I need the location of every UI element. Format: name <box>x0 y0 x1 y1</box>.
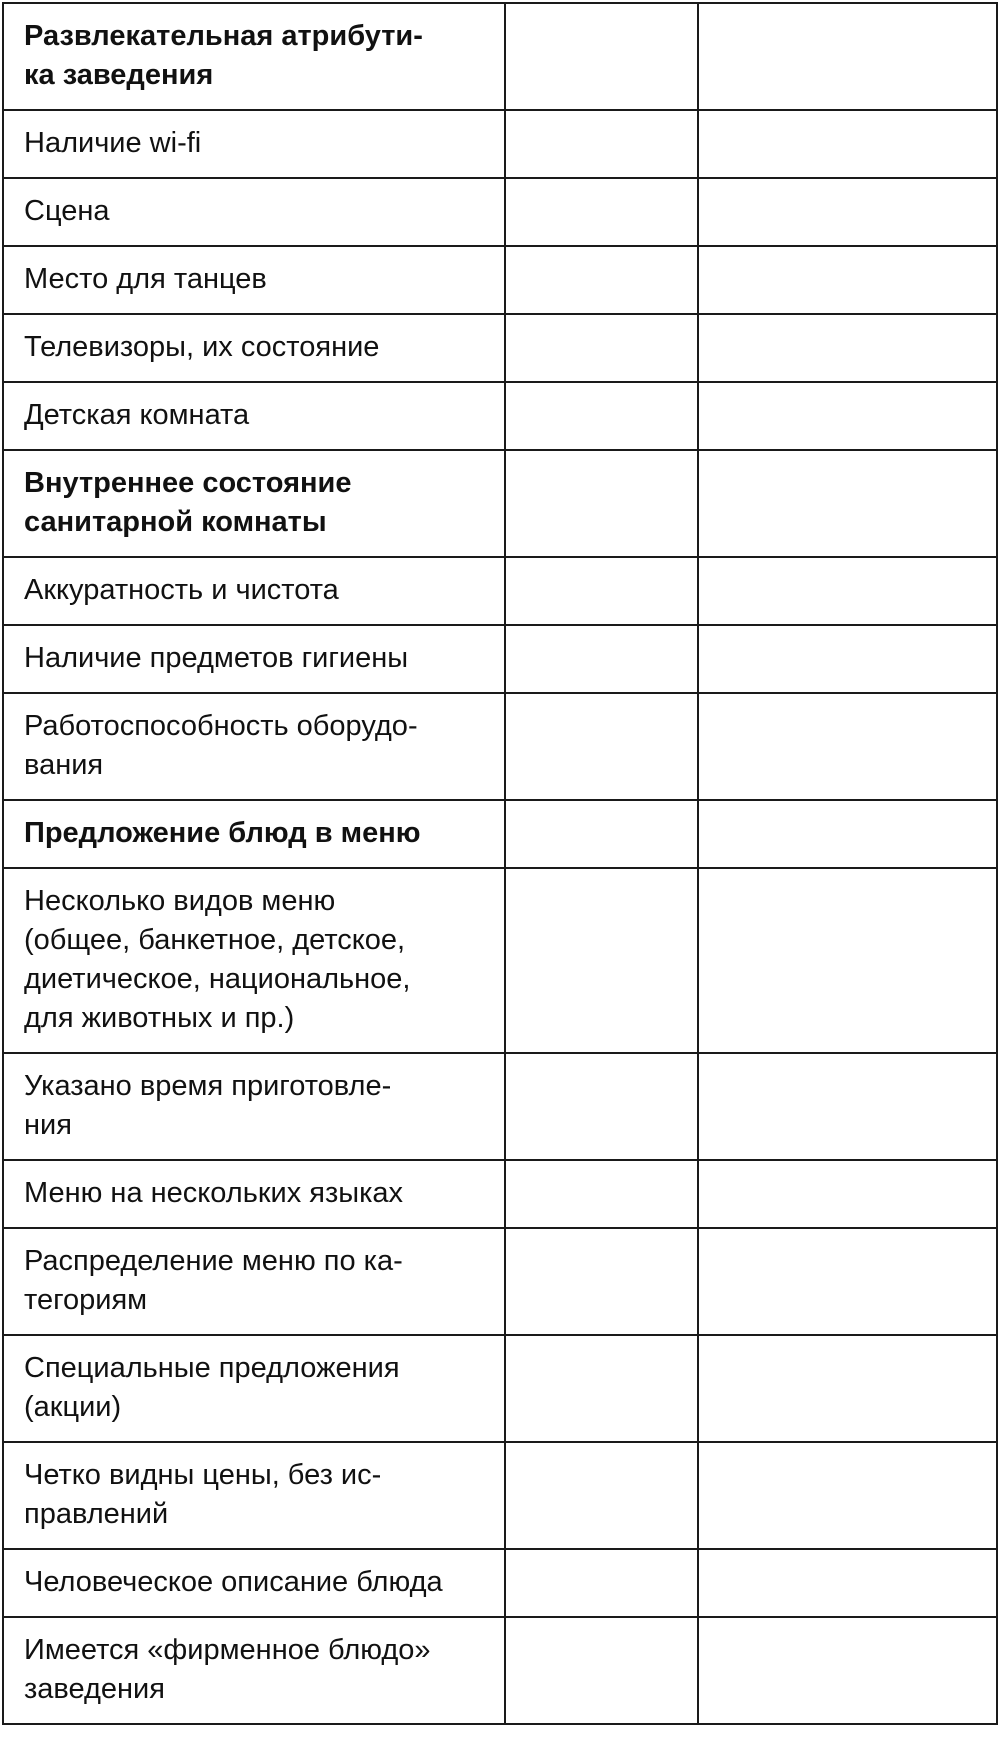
criterion-cell <box>3 246 505 314</box>
table-row <box>3 382 997 450</box>
blank-cell-column-3[interactable] <box>698 1617 997 1724</box>
blank-cell-column-2[interactable] <box>505 3 698 110</box>
criterion-cell <box>3 868 505 1053</box>
criterion-cell <box>3 3 505 110</box>
table-row <box>3 1442 997 1549</box>
criterion-cell <box>3 1549 505 1617</box>
table-row <box>3 625 997 693</box>
blank-cell-column-2[interactable] <box>505 1549 698 1617</box>
blank-cell-column-3[interactable] <box>698 1335 997 1442</box>
criterion-cell <box>3 1335 505 1442</box>
criterion-label: Телевизоры, их состояние <box>24 331 380 363</box>
criterion-cell <box>3 1617 505 1724</box>
checklist-table-body <box>3 3 997 1724</box>
blank-cell-column-2[interactable] <box>505 557 698 625</box>
blank-cell-column-2[interactable] <box>505 178 698 246</box>
criterion-label: Имеется «фирменное блюдо» заведения <box>24 1634 431 1705</box>
blank-cell-column-3[interactable] <box>698 868 997 1053</box>
criterion-label: Работоспособность оборудо- вания <box>24 710 418 781</box>
criterion-label: Наличие wi-fi <box>24 127 202 159</box>
blank-cell-column-3[interactable] <box>698 800 997 868</box>
criterion-cell <box>3 1160 505 1228</box>
blank-cell-column-3[interactable] <box>698 1160 997 1228</box>
blank-cell-column-2[interactable] <box>505 314 698 382</box>
blank-cell-column-3[interactable] <box>698 1228 997 1335</box>
criterion-label: Специальные предложения (акции) <box>24 1352 400 1423</box>
blank-cell-column-3[interactable] <box>698 450 997 557</box>
criterion-cell <box>3 382 505 450</box>
criterion-label: Меню на нескольких языках <box>24 1177 404 1209</box>
blank-cell-column-2[interactable] <box>505 1160 698 1228</box>
section-title: Развлекательная атрибути- ка заведения <box>24 20 423 91</box>
criterion-label: Детская комната <box>24 399 250 431</box>
blank-cell-column-2[interactable] <box>505 693 698 800</box>
criterion-cell <box>3 693 505 800</box>
table-row <box>3 557 997 625</box>
table-row <box>3 1549 997 1617</box>
criterion-label: Человеческое описание блюда <box>24 1566 443 1598</box>
criterion-cell <box>3 1228 505 1335</box>
blank-cell-column-3[interactable] <box>698 1442 997 1549</box>
blank-cell-column-2[interactable] <box>505 110 698 178</box>
blank-cell-column-3[interactable] <box>698 110 997 178</box>
blank-cell-column-3[interactable] <box>698 178 997 246</box>
blank-cell-column-2[interactable] <box>505 1335 698 1442</box>
table-row <box>3 178 997 246</box>
blank-cell-column-3[interactable] <box>698 314 997 382</box>
table-row <box>3 868 997 1053</box>
blank-cell-column-3[interactable] <box>698 382 997 450</box>
blank-cell-column-3[interactable] <box>698 1053 997 1160</box>
section-title: Внутреннее состояние санитарной комнаты <box>24 467 352 538</box>
blank-cell-column-2[interactable] <box>505 1053 698 1160</box>
table-row <box>3 1617 997 1724</box>
blank-cell-column-3[interactable] <box>698 625 997 693</box>
criterion-label: Четко видны цены, без ис- правлений <box>24 1459 382 1530</box>
section-header-row <box>3 3 997 110</box>
blank-cell-column-3[interactable] <box>698 557 997 625</box>
blank-cell-column-3[interactable] <box>698 3 997 110</box>
criterion-cell <box>3 314 505 382</box>
criterion-cell <box>3 1442 505 1549</box>
table-row <box>3 1053 997 1160</box>
table-row <box>3 1160 997 1228</box>
table-row <box>3 314 997 382</box>
table-row <box>3 1335 997 1442</box>
criterion-label: Несколько видов меню (общее, банкетное, детское, диетическое, национальное, для животных и пр.) <box>24 885 411 1034</box>
criterion-cell <box>3 1053 505 1160</box>
criterion-cell <box>3 450 505 557</box>
blank-cell-column-2[interactable] <box>505 382 698 450</box>
blank-cell-column-3[interactable] <box>698 1549 997 1617</box>
criterion-cell <box>3 625 505 693</box>
criterion-label: Сцена <box>24 195 110 227</box>
criterion-cell <box>3 178 505 246</box>
blank-cell-column-2[interactable] <box>505 800 698 868</box>
blank-cell-column-2[interactable] <box>505 1617 698 1724</box>
table-row <box>3 110 997 178</box>
checklist-table <box>2 2 998 1725</box>
criterion-label: Указано время приготовле- ния <box>24 1070 392 1141</box>
table-row <box>3 246 997 314</box>
blank-cell-column-3[interactable] <box>698 246 997 314</box>
blank-cell-column-2[interactable] <box>505 625 698 693</box>
criterion-label: Аккуратность и чистота <box>24 574 339 606</box>
blank-cell-column-3[interactable] <box>698 693 997 800</box>
criterion-cell <box>3 110 505 178</box>
blank-cell-column-2[interactable] <box>505 1228 698 1335</box>
table-row <box>3 693 997 800</box>
table-row <box>3 1228 997 1335</box>
criterion-label: Распределение меню по ка- тегориям <box>24 1245 403 1316</box>
section-header-row <box>3 800 997 868</box>
blank-cell-column-2[interactable] <box>505 1442 698 1549</box>
section-header-row <box>3 450 997 557</box>
section-title: Предложение блюд в меню <box>24 817 421 849</box>
blank-cell-column-2[interactable] <box>505 246 698 314</box>
criterion-cell <box>3 800 505 868</box>
criterion-label: Наличие предметов гигиены <box>24 642 409 674</box>
criterion-cell <box>3 557 505 625</box>
blank-cell-column-2[interactable] <box>505 868 698 1053</box>
criterion-label: Место для танцев <box>24 263 267 295</box>
blank-cell-column-2[interactable] <box>505 450 698 557</box>
